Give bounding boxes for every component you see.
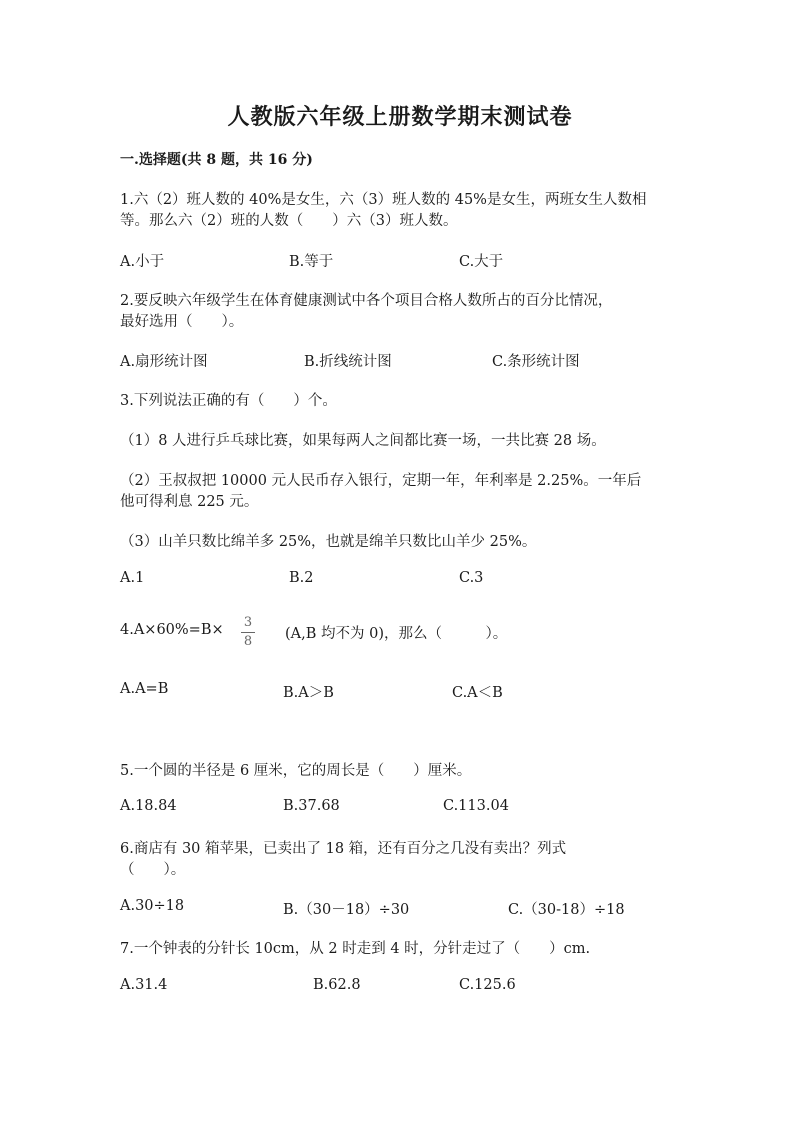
question-4-suffix: (A,B 均不为 0)，那么（ ）。 (285, 626, 508, 642)
question-1-line-2: 等。那么六（2）班的人数（ ）六（3）班人数。 (120, 213, 458, 229)
question-5-line-1: 5.一个圆的半径是 6 厘米，它的周长是（ ）厘米。 (120, 763, 472, 779)
fraction-denominator: 8 (243, 634, 253, 649)
question-2-option-a: A.扇形统计图 (120, 354, 208, 370)
fraction-numerator: 3 (243, 615, 253, 630)
question-6-option-a: A.30÷18 (120, 898, 185, 914)
section-heading: 一.选择题(共 8 题，共 16 分) (120, 152, 313, 168)
question-2-line-2: 最好选用（ ）。 (120, 314, 244, 330)
question-2-option-c: C.条形统计图 (492, 354, 580, 370)
question-1-option-c: C.大于 (459, 254, 504, 270)
question-2-option-b: B.折线统计图 (304, 354, 392, 370)
question-6-line-1: 6.商店有 30 箱苹果，已卖出了 18 箱，还有百分之几没有卖出？列式 (120, 841, 567, 857)
question-4-option-c: C.A＜B (452, 685, 503, 701)
question-3-option-b: B.2 (289, 570, 314, 586)
question-3-statement-2a: （2）王叔叔把 10000 元人民币存入银行，定期一年，年利率是 2.25%。一年后 (120, 473, 642, 489)
question-5-option-c: C.113.04 (443, 798, 509, 814)
question-1-option-b: B.等于 (289, 254, 334, 270)
question-3-statement-1: （1）8 人进行乒乓球比赛，如果每两人之间都比赛一场，一共比赛 28 场。 (120, 433, 606, 449)
question-6-line-2: （ ）。 (120, 862, 186, 878)
question-3-line-1: 3.下列说法正确的有（ ）个。 (120, 393, 337, 409)
question-4-prefix: 4.A×60%=B× (120, 622, 224, 638)
question-7-option-c: C.125.6 (459, 977, 516, 993)
fraction-bar (241, 632, 255, 633)
question-5-option-b: B.37.68 (283, 798, 340, 814)
question-3-option-c: C.3 (459, 570, 484, 586)
question-6-option-b: B.（30－18）÷30 (283, 902, 410, 918)
question-4-option-a: A.A=B (120, 681, 169, 697)
question-1-line-1: 1.六（2）班人数的 40%是女生，六（3）班人数的 45%是女生，两班女生人数相 (120, 192, 647, 208)
question-5-option-a: A.18.84 (120, 798, 177, 814)
question-7-line-1: 7.一个钟表的分针长 10cm，从 2 时走到 4 时，分针走过了（ ）cm. (120, 941, 591, 957)
question-2-line-1: 2.要反映六年级学生在体育健康测试中各个项目合格人数所占的百分比情况， (120, 293, 613, 309)
question-7-option-b: B.62.8 (313, 977, 361, 993)
question-4-option-b: B.A＞B (283, 685, 334, 701)
question-3-statement-2b: 他可得利息 225 元。 (120, 494, 259, 510)
question-3-statement-3: （3）山羊只数比绵羊多 25%，也就是绵羊只数比山羊少 25%。 (120, 534, 537, 550)
question-7-option-a: A.31.4 (120, 977, 168, 993)
fraction (241, 615, 255, 650)
question-3-option-a: A.1 (120, 570, 145, 586)
page-title: 人教版六年级上册数学期末测试卷 (227, 104, 573, 130)
question-6-option-c: C.（30-18）÷18 (508, 902, 625, 918)
question-1-option-a: A.小于 (120, 254, 165, 270)
